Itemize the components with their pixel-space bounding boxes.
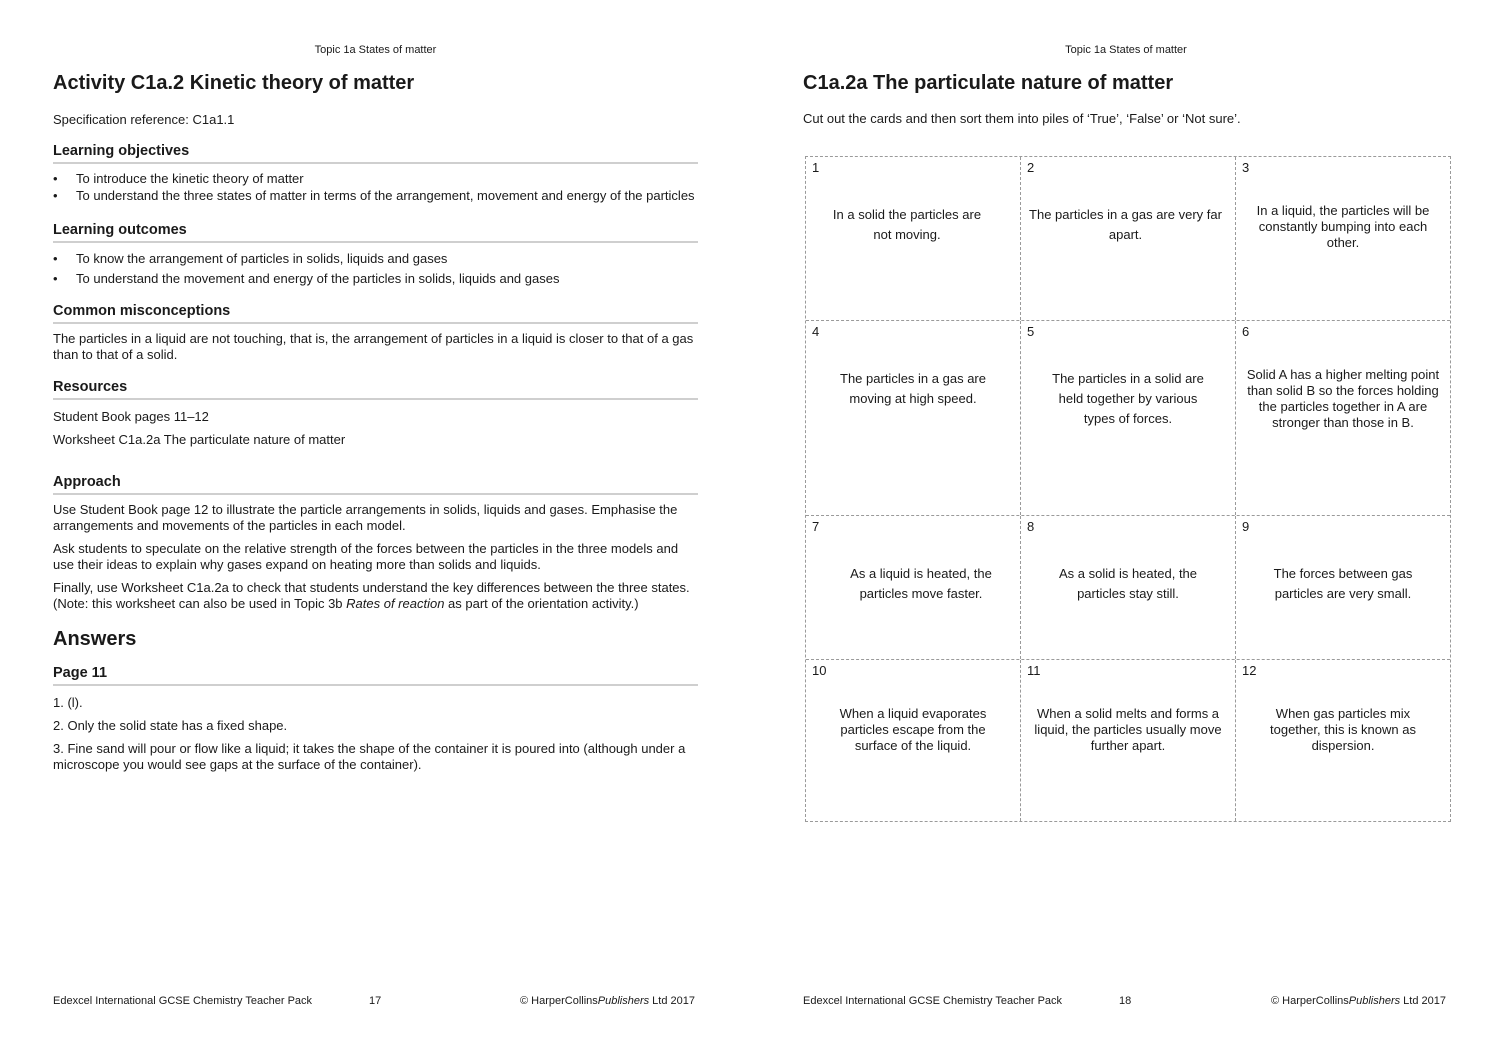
card <box>1235 516 1450 659</box>
section-heading: Page 11 <box>53 664 698 686</box>
footer-book-title: Edexcel International GCSE Chemistry Teacher Pack <box>53 995 313 1007</box>
card-number: 11 <box>1027 663 1041 678</box>
specification-reference: Specification reference: C1a1.1 <box>53 112 235 127</box>
card-text: As a solid is heated, the particles stay still. <box>1058 566 1198 601</box>
running-head: Topic 1a States of matter <box>1065 44 1187 56</box>
card-text: The particles in a solid are held together by various types of forces. <box>1052 371 1204 426</box>
card-text: The particles in a gas are very far apart. <box>1029 207 1222 242</box>
page-title: Activity C1a.2 Kinetic theory of matter <box>53 72 415 94</box>
list-item: • To understand the movement and energy of the particles in solids, liquids and gases <box>53 271 698 287</box>
card-number: 6 <box>1242 324 1250 339</box>
card-number: 4 <box>812 324 820 339</box>
page-number: 17 <box>369 995 382 1007</box>
card-text: Solid A has a higher melting point than solid B so the forces holding the particles together in A are stronger than those in B. <box>1246 367 1440 430</box>
approach-paragraph: Use Student Book page 12 to illustrate the particle arrangements in solids, liquids and gases. Emphasise the arrangements and movements of the particles in each model. <box>53 502 678 533</box>
left-content <box>53 70 698 773</box>
answer-item: 2. Only the solid state has a fixed shape. <box>53 718 288 733</box>
card-text: When a liquid evaporates particles escape from the surface of the liquid. <box>839 706 987 753</box>
left-page <box>53 0 698 1061</box>
card-number: 9 <box>1242 519 1250 534</box>
learning-outcomes-section <box>53 221 698 287</box>
card <box>806 516 1020 659</box>
copyright-italic: Publishers <box>1348 995 1401 1007</box>
copyright <box>1271 995 1446 1007</box>
page-number: 18 <box>1119 995 1132 1007</box>
card-text: In a liquid, the particles will be constantly bumping into each other. <box>1256 203 1430 250</box>
card-number: 1 <box>812 160 820 175</box>
section-heading: Learning outcomes <box>53 221 698 243</box>
resource-item: Student Book pages 11–12 <box>53 409 209 424</box>
learning-objectives-section <box>53 142 698 204</box>
list-item: • To introduce the kinetic theory of matter <box>53 171 698 187</box>
misconceptions-text: The particles in a liquid are not touching, that is, the arrangement of particles in a liquid is closer to that of a gas than to that of a solid. <box>53 331 694 362</box>
section-heading: Common misconceptions <box>53 302 698 324</box>
resource-item: Worksheet C1a.2a The particulate nature of matter <box>53 432 346 447</box>
card <box>806 660 1020 821</box>
copyright <box>520 995 695 1007</box>
page-footer <box>803 995 1449 1009</box>
section-heading: Approach <box>53 473 698 495</box>
answer-item: 1. (l). <box>53 695 83 710</box>
card-text: The particles in a gas are moving at high speed. <box>840 371 986 406</box>
card <box>806 157 1020 320</box>
card <box>1020 660 1235 821</box>
page-footer <box>53 995 698 1009</box>
card-text: When a solid melts and forms a liquid, the particles usually move further apart. <box>1034 706 1222 753</box>
section-heading: Learning objectives <box>53 142 698 164</box>
running-head: Topic 1a States of matter <box>314 44 437 56</box>
copyright-text: © HarperCollins <box>1270 995 1349 1007</box>
learning-outcomes-list <box>53 251 698 287</box>
answer-item: 3. Fine sand will pour or flow like a liquid; it takes the shape of the container it is poured into (although under a microscope you would see gaps at the surface of the container). <box>53 741 686 772</box>
right-page <box>803 0 1449 1061</box>
list-item: • To know the arrangement of particles in solids, liquids and gases <box>53 251 698 267</box>
footer-book-title: Edexcel International GCSE Chemistry Teacher Pack <box>803 995 1063 1007</box>
approach-section <box>53 473 698 612</box>
card-text: As a liquid is heated, the particles move faster. <box>850 566 992 601</box>
card <box>1235 157 1450 320</box>
card-number: 2 <box>1027 160 1035 175</box>
approach-text: Finally, use Worksheet C1a.2a to check that students understand the key differences between the three states. (Note: this worksheet can also be used in Topic 3b <box>53 580 690 611</box>
approach-paragraph: Ask students to speculate on the relative strength of the forces between the particles in the three models and use their ideas to explain why gases expand on heating more than solids and liquids. <box>53 541 679 572</box>
list-item: • To understand the three states of matter in terms of the arrangement, movement and energy of the particles <box>53 188 698 204</box>
answers-heading: Answers <box>53 628 137 650</box>
right-content <box>803 70 1449 127</box>
card <box>1235 321 1450 515</box>
copyright-text: © HarperCollins <box>519 995 598 1007</box>
copyright-italic: Publishers <box>597 995 650 1007</box>
italic-title: Rates of reaction <box>346 596 445 611</box>
card <box>1235 660 1450 821</box>
card <box>1020 321 1235 515</box>
card <box>1020 516 1235 659</box>
approach-text: as part of the orientation activity.) <box>444 596 639 611</box>
worksheet-title: C1a.2a The particulate nature of matter <box>803 72 1174 94</box>
card-row <box>806 659 1450 821</box>
card-row <box>806 515 1450 659</box>
card-text: The forces between gas particles are very small. <box>1273 566 1413 601</box>
resources-section <box>53 378 698 448</box>
approach-paragraph <box>53 580 698 612</box>
card-number: 10 <box>812 663 827 678</box>
copyright-text: Ltd 2017 <box>1400 995 1446 1007</box>
card-number: 5 <box>1027 324 1035 339</box>
card-number: 7 <box>812 519 820 534</box>
card-text: When gas particles mix together, this is known as dispersion. <box>1270 706 1416 753</box>
answers-section <box>53 664 698 773</box>
card <box>806 321 1020 515</box>
copyright-text: Ltd 2017 <box>649 995 695 1007</box>
card <box>1020 157 1235 320</box>
card-row <box>806 157 1450 320</box>
card-number: 12 <box>1242 663 1257 678</box>
card-row <box>806 320 1450 515</box>
card-text: In a solid the particles are not moving. <box>832 207 982 242</box>
instruction-text: Cut out the cards and then sort them into piles of ‘True’, ‘False’ or ‘Not sure’. <box>803 111 1241 126</box>
section-heading: Resources <box>53 378 698 400</box>
card-number: 8 <box>1027 519 1035 534</box>
learning-objectives-list <box>53 171 698 204</box>
card-grid <box>805 156 1451 822</box>
card-number: 3 <box>1242 160 1250 175</box>
misconceptions-section <box>53 302 698 363</box>
